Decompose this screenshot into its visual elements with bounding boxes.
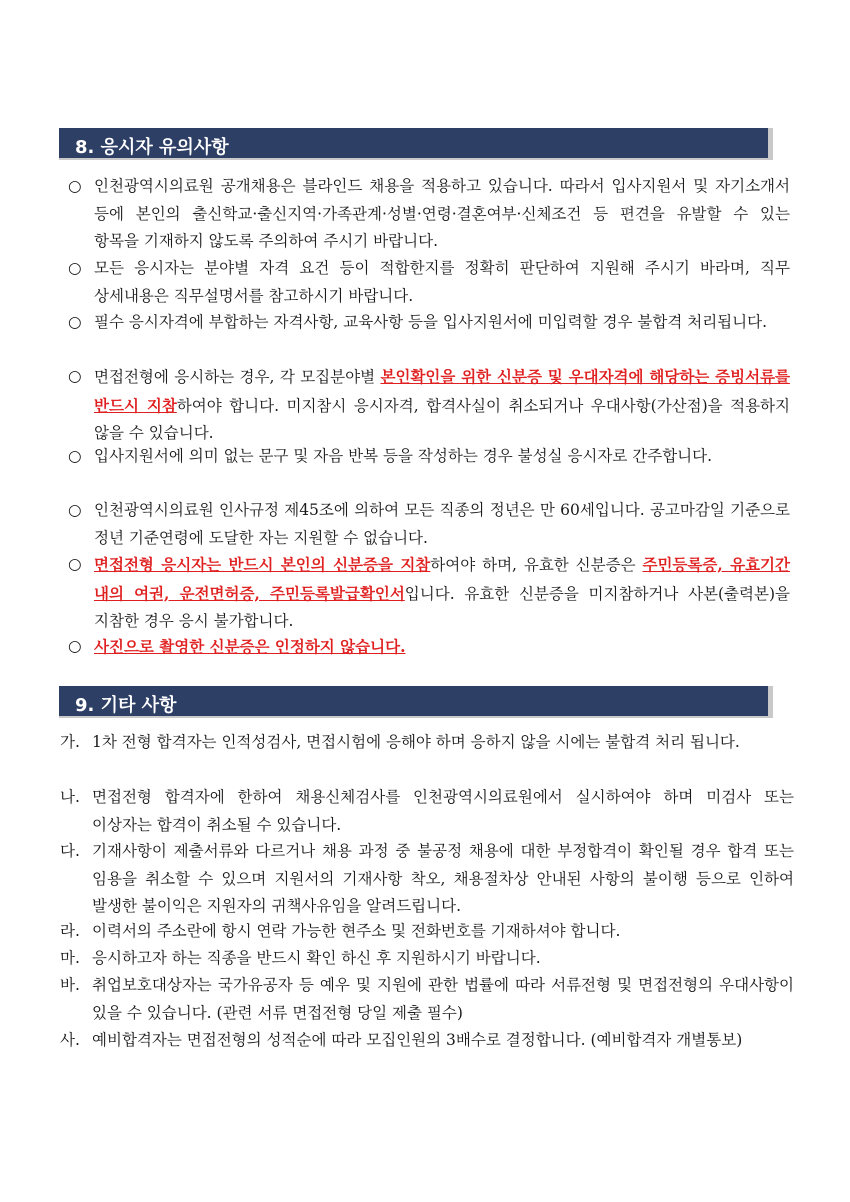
circle-bullet-icon: ○ bbox=[68, 177, 82, 195]
notice-text bbox=[94, 633, 790, 662]
item-marker: 라. bbox=[60, 922, 80, 940]
item-marker: 나. bbox=[60, 788, 80, 806]
circle-bullet-icon: ○ bbox=[68, 367, 82, 385]
section-9-title: 9. 기타 사항 bbox=[75, 695, 177, 716]
misc-item-ra bbox=[60, 918, 794, 946]
circle-bullet-icon: ○ bbox=[68, 555, 82, 573]
emphasis-text: 주민등록증, 유효기간 내의 여권, 운전면허증, 주민등록발급확인서 bbox=[94, 555, 790, 603]
notice-item-2 bbox=[68, 255, 790, 310]
circle-bullet-icon: ○ bbox=[68, 501, 82, 519]
notice-item-8 bbox=[68, 633, 790, 662]
notice-item-6 bbox=[68, 497, 790, 552]
misc-text: 기재사항이 제출서류와 다르거나 채용 과정 중 불공정 채용에 대한 부정합격이 확인될 경우 합격 또는 임용을 취소할 수 있으며 지원서의 기재사항 착오, 채용절차상 안내된 사항의 불이행 등으로 인하여 발생한 불이익은 지원자의 귀책사유임을 알려드립니다. bbox=[92, 842, 794, 915]
circle-bullet-icon: ○ bbox=[68, 637, 82, 655]
misc-item-na bbox=[60, 784, 794, 839]
notice-text: 인천광역시의료원 공개채용은 블라인드 채용을 적용하고 있습니다. 따라서 입사지원서 및 자기소개서 등에 본인의 출신학교·출신지역·가족관계·성별·연령·결혼여부·신체조건 등 편견을 유발할 수 있는 항목을 기재하지 않도록 주의하여 주시기 바랍니다. bbox=[94, 177, 790, 250]
emphasis-text: 본인확인을 위한 신분증 및 우대자격에 해당하는 증빙서류를 반드시 지참 bbox=[94, 367, 790, 415]
notice-text: 면접전형 응시자는 반드시 본인의 신분증을 지참하여야 하며, 유효한 신분증은 주민등록증, 유효기간 내의 여권, 운전면허증, 주민등록발급확인서입니다. 유효한 신분증을 미지참하거나 사본(출력본)을 지참한 경우 응시 불가합니다. bbox=[94, 555, 790, 630]
item-marker: 다. bbox=[60, 842, 80, 860]
circle-bullet-icon: ○ bbox=[68, 259, 82, 277]
circle-bullet-icon: ○ bbox=[68, 447, 82, 465]
item-marker: 마. bbox=[60, 949, 80, 967]
notice-item-4 bbox=[68, 363, 790, 448]
misc-item-ga bbox=[60, 729, 794, 757]
misc-text: 1차 전형 합격자는 인적성검사, 면접시험에 응해야 하며 응하지 않을 시에는 불합격 처리 됩니다. bbox=[92, 733, 740, 751]
misc-item-ba bbox=[60, 972, 794, 1027]
misc-item-sa bbox=[60, 1027, 794, 1055]
item-marker: 바. bbox=[60, 976, 80, 994]
notice-text: 모든 응시자는 분야별 자격 요건 등이 적합한지를 정확히 판단하여 지원해 주시기 바라며, 직무 상세내용은 직무설명서를 참고하시기 바랍니다. bbox=[94, 259, 790, 305]
notice-item-7 bbox=[68, 551, 790, 636]
section-8-header bbox=[59, 128, 773, 160]
item-marker: 가. bbox=[60, 733, 80, 751]
misc-text: 면접전형 합격자에 한하여 채용신체검사를 인천광역시의료원에서 실시하여야 하며 미검사 또는 이상자는 합격이 취소될 수 있습니다. bbox=[92, 788, 794, 834]
notice-item-3 bbox=[68, 309, 790, 337]
misc-text: 응시하고자 하는 직종을 반드시 확인 하신 후 지원하시기 바랍니다. bbox=[92, 949, 541, 967]
notice-text: 면접전형에 응시하는 경우, 각 모집분야별 본인확인을 위한 신분증 및 우대자격에 해당하는 증빙서류를 반드시 지참하여야 합니다. 미지참시 응시자격, 합격사실이 취소되거나 우대사항(가산점)을 적용하지 않을 수 있습니다. bbox=[94, 367, 790, 442]
notice-item-1 bbox=[68, 173, 790, 256]
item-marker: 사. bbox=[60, 1031, 80, 1049]
misc-item-da bbox=[60, 838, 794, 921]
notice-text: 필수 응시자격에 부합하는 자격사항, 교육사항 등을 입사지원서에 미입력할 경우 불합격 처리됩니다. bbox=[94, 313, 768, 331]
notice-item-5 bbox=[68, 443, 790, 471]
section-8-title: 8. 응시자 유의사항 bbox=[75, 137, 229, 158]
notice-text: 입사지원서에 의미 없는 문구 및 자음 반복 등을 작성하는 경우 불성실 응시자로 간주합니다. bbox=[94, 447, 713, 465]
notice-text: 인천광역시의료원 인사규정 제45조에 의하여 모든 직종의 정년은 만 60세입니다. 공고마감일 기준으로 정년 기준연령에 도달한 자는 지원할 수 없습니다. bbox=[94, 501, 790, 547]
misc-text: 취업보호대상자는 국가유공자 등 예우 및 지원에 관한 법률에 따라 서류전형 및 면접전형의 우대사항이 있을 수 있습니다. (관련 서류 면접전형 당일 제출 필수) bbox=[92, 976, 794, 1022]
emphasis-text: 사진으로 촬영한 신분증은 인정하지 않습니다. bbox=[94, 637, 406, 656]
section-9-header bbox=[59, 686, 773, 718]
misc-text: 이력서의 주소란에 항시 연락 가능한 현주소 및 전화번호를 기재하셔야 합니다. bbox=[92, 922, 621, 940]
emphasis-text: 면접전형 응시자는 반드시 본인의 신분증을 지참 bbox=[94, 555, 431, 574]
misc-text: 예비합격자는 면접전형의 성적순에 따라 모집인원의 3배수로 결정합니다. (예비합격자 개별통보) bbox=[92, 1031, 743, 1049]
misc-item-ma bbox=[60, 945, 794, 973]
circle-bullet-icon: ○ bbox=[68, 313, 82, 331]
